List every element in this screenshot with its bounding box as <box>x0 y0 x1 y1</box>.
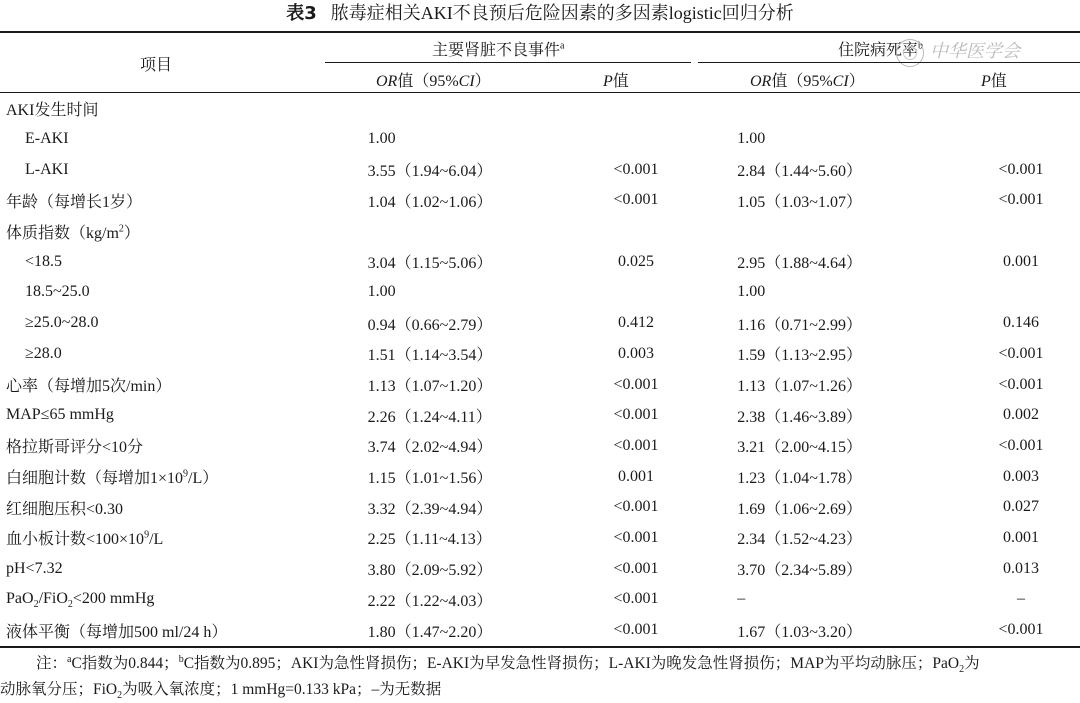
or-ci-renal-events: 0.94（0.66~2.79） <box>367 316 493 334</box>
or-ci-renal-events: 3.74（2.02~4.94） <box>367 439 493 457</box>
table-row <box>0 431 1080 462</box>
row-label: ≥28.0 <box>25 344 62 362</box>
or-ci-mortality: 3.21（2.00~4.15） <box>737 439 862 457</box>
or-ci-mortality: 1.69（1.06~2.69） <box>737 500 862 518</box>
or-ci-mortality <box>687 216 962 247</box>
row-label: L-AKI <box>25 160 69 178</box>
or-ci-renal-events <box>318 216 585 247</box>
or-ci-renal-events: 1.00 <box>367 283 396 301</box>
row-label: 18.5~25.0 <box>25 283 90 301</box>
p-value-mortality: <0.001 <box>998 160 1044 178</box>
p-value-mortality: 0.013 <box>1003 559 1039 577</box>
table-row <box>0 246 1080 277</box>
p-value-renal-events: <0.001 <box>613 498 659 516</box>
table-row <box>0 615 1080 646</box>
or-ci-renal-events: 1.00 <box>367 130 396 148</box>
p-value-mortality <box>962 124 1080 155</box>
p-value-renal-events: 0.003 <box>618 344 654 362</box>
results-table <box>0 93 1080 645</box>
or-ci-mortality: 1.16（0.71~2.99） <box>737 316 862 334</box>
table-row <box>0 277 1080 308</box>
p-value-renal-events: <0.001 <box>613 528 659 546</box>
p-value-renal-events: <0.001 <box>613 559 659 577</box>
table-row <box>0 185 1080 216</box>
or-ci-renal-events: 1.15（1.01~1.56） <box>367 470 493 488</box>
or-ci-mortality: 1.67（1.03~3.20） <box>737 623 862 641</box>
header-p-1: P值 <box>603 73 629 90</box>
row-label: AKI发生时间 <box>6 101 99 119</box>
table-row <box>0 400 1080 431</box>
row-label: PaO$_2$/FiO$_2$<200 mmHg <box>6 590 155 611</box>
or-ci-renal-events: 2.25（1.11~4.13） <box>367 531 492 549</box>
or-ci-mortality: 1.00 <box>737 283 766 301</box>
p-value-renal-events: <0.001 <box>613 160 659 178</box>
row-label: E-AKI <box>25 130 69 148</box>
table-row <box>0 308 1080 339</box>
table-row <box>0 553 1080 584</box>
table-row <box>0 461 1080 492</box>
or-ci-renal-events: 1.51（1.14~3.54） <box>367 347 493 365</box>
row-label: 白细胞计数（每增加$1\times 10^9/L$） <box>6 468 219 488</box>
p-value-mortality <box>962 93 1080 124</box>
header-or-ci-1: OR值（95%CI） <box>376 73 491 90</box>
footnote-line-1: 注：$^a$C指数为0.844；$^b$C指数为0.895；AKI为急性肾损伤；E-AKI为早发急性肾损伤；L-AKI为晚发急性肾损伤；MAP为平均动脉压；PaO$_2$为 <box>36 653 980 676</box>
top-rule <box>0 31 1080 33</box>
table-title <box>0 2 1080 25</box>
or-ci-mortality: 1.23（1.04~1.78） <box>737 470 862 488</box>
p-value-renal-events: 0.025 <box>618 252 654 270</box>
or-ci-renal-events: 3.55（1.94~6.04） <box>367 163 493 181</box>
table-row <box>0 93 1080 124</box>
or-ci-mortality: 1.05（1.03~1.07） <box>737 193 862 211</box>
header-group-renal-events: 主要肾脏不良事件$^a$ <box>432 40 565 59</box>
row-label: 液体平衡（每增加500 ml/24 h） <box>6 623 228 641</box>
table-number: 表3 <box>286 3 317 24</box>
p-value-renal-events: <0.001 <box>613 590 659 608</box>
p-value-renal-events: <0.001 <box>613 191 659 209</box>
or-ci-mortality: 1.00 <box>737 130 766 148</box>
or-ci-mortality: 2.34（1.52~4.23） <box>737 531 862 549</box>
row-label: 体质指数$(kg/m^2)$ <box>6 223 140 242</box>
table-row <box>0 369 1080 400</box>
table-row <box>0 523 1080 554</box>
or-ci-mortality: 2.95（1.88~4.64） <box>737 255 862 273</box>
row-label: ≥25.0~28.0 <box>25 314 99 332</box>
table-row <box>0 216 1080 247</box>
footnote-line-2: 动脉氧分压；FiO$_2$为吸入氧浓度；1 mmHg=0.133 kPa；–为无数据 <box>0 681 442 702</box>
table-row <box>0 154 1080 185</box>
or-ci-mortality: 2.84（1.44~5.60） <box>737 163 862 181</box>
p-value-renal-events <box>585 216 688 247</box>
or-ci-renal-events <box>318 93 585 124</box>
p-value-mortality: 0.003 <box>1003 467 1039 485</box>
or-ci-mortality: 2.38（1.46~3.89） <box>737 408 862 426</box>
p-value-renal-events: <0.001 <box>613 621 659 639</box>
row-label: 格拉斯哥评分<10分 <box>6 439 144 457</box>
or-ci-renal-events: 3.04（1.15~5.06） <box>367 255 493 273</box>
or-ci-mortality: 1.59（1.13~2.95） <box>737 347 862 365</box>
p-value-mortality: <0.001 <box>998 621 1044 639</box>
p-value-mortality: 0.001 <box>1003 252 1039 270</box>
row-label: 年龄（每增长1岁） <box>6 193 143 211</box>
or-ci-renal-events: 3.32（2.39~4.94） <box>367 500 493 518</box>
or-ci-renal-events: 2.26（1.24~4.11） <box>367 408 492 426</box>
table-row <box>0 492 1080 523</box>
or-ci-renal-events: 1.80（1.47~2.20） <box>367 623 493 641</box>
p-value-mortality <box>962 277 1080 308</box>
row-label: pH<7.32 <box>6 559 63 577</box>
or-ci-mortality: 3.70（2.34~5.89） <box>737 562 862 580</box>
publisher-watermark: 中华医学会 <box>896 37 1056 71</box>
p-value-renal-events <box>585 124 688 155</box>
row-label: MAP≤65 mmHg <box>6 406 114 424</box>
bottom-rule <box>0 646 1080 648</box>
or-ci-renal-events: 1.13（1.07~1.20） <box>367 378 493 396</box>
header-p-2: P值 <box>981 73 1007 90</box>
group1-underline <box>325 62 691 63</box>
table-footnote <box>0 651 1080 703</box>
row-label: <18.5 <box>25 252 63 270</box>
p-value-mortality: 0.002 <box>1003 406 1039 424</box>
p-value-renal-events: 0.412 <box>618 314 654 332</box>
header-group-mortality: 住院病死率$^b$ <box>838 40 924 59</box>
row-label: 心率（每增加5次/min） <box>6 378 172 396</box>
p-value-renal-events: <0.001 <box>613 406 659 424</box>
group2-underline <box>698 62 1080 63</box>
p-value-mortality: <0.001 <box>998 375 1044 393</box>
p-value-mortality <box>962 216 1080 247</box>
p-value-renal-events <box>585 277 688 308</box>
or-ci-mortality: 1.13（1.07~1.26） <box>737 378 862 396</box>
row-label: 血小板计数$<100\times 10^9/L$ <box>6 530 164 549</box>
or-ci-mortality <box>687 93 962 124</box>
p-value-renal-events <box>585 93 688 124</box>
p-value-mortality: <0.001 <box>998 436 1044 454</box>
p-value-renal-events: <0.001 <box>613 375 659 393</box>
or-ci-renal-events: 1.04（1.02~1.06） <box>367 193 493 211</box>
p-value-renal-events: 0.001 <box>618 467 654 485</box>
table-row <box>0 339 1080 370</box>
header-item: 项目 <box>140 57 173 74</box>
p-value-renal-events: <0.001 <box>613 436 659 454</box>
table-row <box>0 584 1080 615</box>
p-value-mortality: <0.001 <box>998 344 1044 362</box>
p-value-mortality: 0.027 <box>1003 498 1039 516</box>
p-value-mortality: <0.001 <box>998 191 1044 209</box>
header-or-ci-2: OR值（95%CI） <box>750 73 865 90</box>
row-label: 红细胞压积<0.30 <box>6 500 124 518</box>
p-value-mortality: – <box>1017 590 1025 608</box>
or-ci-renal-events: 2.22（1.22~4.03） <box>367 592 493 610</box>
table-caption: 脓毒症相关AKI不良预后危险因素的多因素logistic回归分析 <box>330 3 794 23</box>
table-row <box>0 124 1080 155</box>
p-value-mortality: 0.146 <box>1003 314 1039 332</box>
or-ci-mortality: – <box>737 590 746 608</box>
p-value-mortality: 0.001 <box>1003 528 1039 546</box>
or-ci-renal-events: 3.80（2.09~5.92） <box>367 562 493 580</box>
